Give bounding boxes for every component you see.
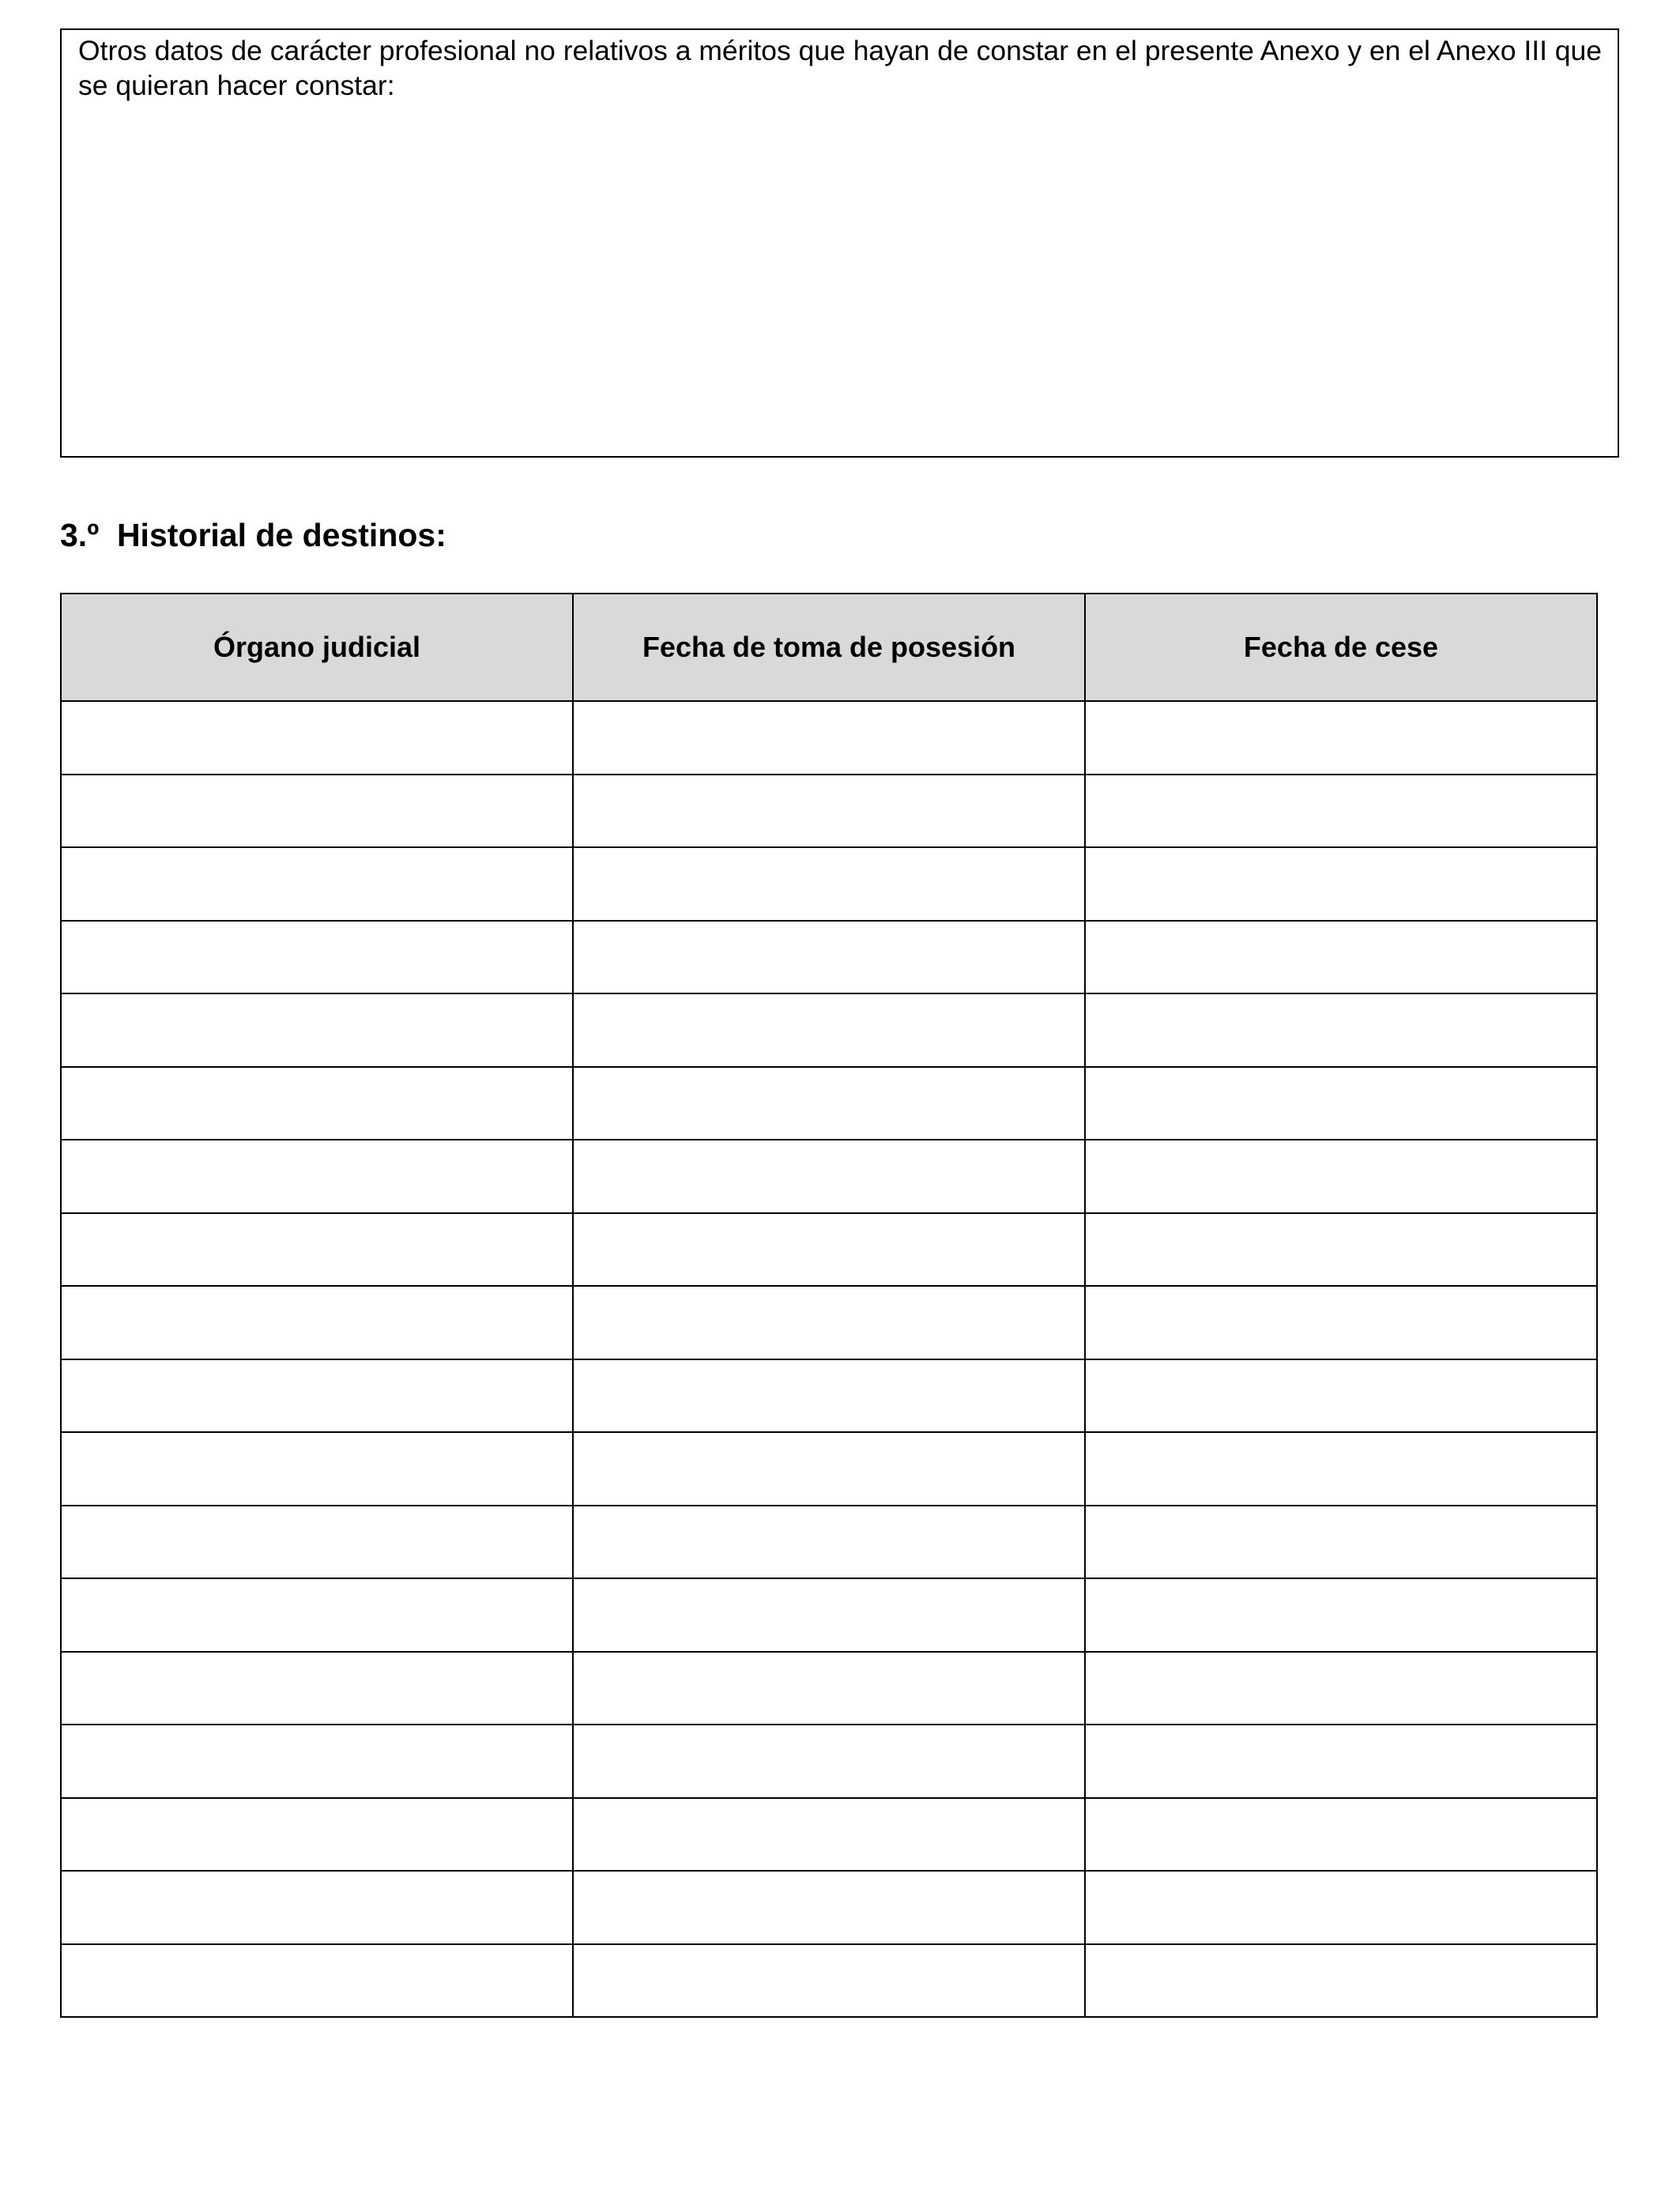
table-row	[61, 921, 1597, 994]
organo-judicial-cell[interactable]	[61, 701, 573, 775]
organo-judicial-cell[interactable]	[61, 1067, 573, 1140]
fecha-cese-cell[interactable]	[1085, 1140, 1597, 1213]
organo-judicial-cell[interactable]	[61, 921, 573, 994]
fecha-toma-posesion-cell[interactable]	[573, 1506, 1085, 1579]
table-row	[61, 1140, 1597, 1213]
table-row	[61, 1432, 1597, 1506]
fecha-cese-cell[interactable]	[1085, 1798, 1597, 1872]
table-row	[61, 1944, 1597, 2018]
fecha-cese-cell[interactable]	[1085, 1725, 1597, 1798]
fecha-cese-cell[interactable]	[1085, 775, 1597, 848]
fecha-toma-posesion-cell[interactable]	[573, 1213, 1085, 1287]
table-row	[61, 1798, 1597, 1872]
header-fecha-cese: Fecha de cese	[1085, 594, 1597, 701]
table-row	[61, 775, 1597, 848]
table-row	[61, 1652, 1597, 1725]
organo-judicial-cell[interactable]	[61, 1944, 573, 2018]
table-row	[61, 701, 1597, 775]
fecha-toma-posesion-cell[interactable]	[573, 1578, 1085, 1652]
fecha-toma-posesion-cell[interactable]	[573, 1286, 1085, 1359]
table-row	[61, 1725, 1597, 1798]
table-row	[61, 1067, 1597, 1140]
organo-judicial-cell[interactable]	[61, 1432, 573, 1506]
organo-judicial-cell[interactable]	[61, 847, 573, 921]
fecha-toma-posesion-cell[interactable]	[573, 701, 1085, 775]
table-row	[61, 1286, 1597, 1359]
fecha-cese-cell[interactable]	[1085, 1286, 1597, 1359]
posting-history-table	[60, 593, 1598, 2018]
fecha-cese-cell[interactable]	[1085, 1578, 1597, 1652]
fecha-cese-cell[interactable]	[1085, 847, 1597, 921]
organo-judicial-cell[interactable]	[61, 1506, 573, 1579]
fecha-toma-posesion-cell[interactable]	[573, 1067, 1085, 1140]
fecha-toma-posesion-cell[interactable]	[573, 1140, 1085, 1213]
fecha-toma-posesion-cell[interactable]	[573, 1798, 1085, 1872]
fecha-toma-posesion-cell[interactable]	[573, 1871, 1085, 1944]
table-row	[61, 1213, 1597, 1287]
table-header-row	[61, 594, 1597, 701]
organo-judicial-cell[interactable]	[61, 1140, 573, 1213]
fecha-cese-cell[interactable]	[1085, 701, 1597, 775]
table-row	[61, 1359, 1597, 1433]
fecha-cese-cell[interactable]	[1085, 1944, 1597, 2018]
organo-judicial-cell[interactable]	[61, 775, 573, 848]
header-organo-judicial: Órgano judicial	[61, 594, 573, 701]
fecha-toma-posesion-cell[interactable]	[573, 1725, 1085, 1798]
organo-judicial-cell[interactable]	[61, 1725, 573, 1798]
organo-judicial-cell[interactable]	[61, 1213, 573, 1287]
fecha-cese-cell[interactable]	[1085, 1506, 1597, 1579]
fecha-cese-cell[interactable]	[1085, 1067, 1597, 1140]
table-row	[61, 1506, 1597, 1579]
table-body	[61, 701, 1597, 2017]
fecha-cese-cell[interactable]	[1085, 1652, 1597, 1725]
other-professional-data-box[interactable]	[60, 28, 1619, 458]
organo-judicial-cell[interactable]	[61, 1286, 573, 1359]
other-professional-data-label: Otros datos de carácter profesional no relativos a méritos que hayan de constar en el presente Anexo y en el Anexo III que se quieran hacer constar:	[78, 35, 1603, 101]
header-fecha-toma-posesion: Fecha de toma de posesión	[573, 594, 1085, 701]
table-row	[61, 993, 1597, 1067]
table-row	[61, 1871, 1597, 1944]
organo-judicial-cell[interactable]	[61, 1871, 573, 1944]
fecha-cese-cell[interactable]	[1085, 1213, 1597, 1287]
organo-judicial-cell[interactable]	[61, 1798, 573, 1872]
organo-judicial-cell[interactable]	[61, 1652, 573, 1725]
fecha-toma-posesion-cell[interactable]	[573, 1652, 1085, 1725]
fecha-cese-cell[interactable]	[1085, 1871, 1597, 1944]
fecha-cese-cell[interactable]	[1085, 921, 1597, 994]
fecha-cese-cell[interactable]	[1085, 993, 1597, 1067]
fecha-toma-posesion-cell[interactable]	[573, 775, 1085, 848]
fecha-toma-posesion-cell[interactable]	[573, 1359, 1085, 1433]
fecha-toma-posesion-cell[interactable]	[573, 1432, 1085, 1506]
fecha-toma-posesion-cell[interactable]	[573, 921, 1085, 994]
fecha-toma-posesion-cell[interactable]	[573, 847, 1085, 921]
table-row	[61, 1578, 1597, 1652]
fecha-toma-posesion-cell[interactable]	[573, 1944, 1085, 2018]
organo-judicial-cell[interactable]	[61, 993, 573, 1067]
organo-judicial-cell[interactable]	[61, 1578, 573, 1652]
fecha-toma-posesion-cell[interactable]	[573, 993, 1085, 1067]
fecha-cese-cell[interactable]	[1085, 1432, 1597, 1506]
table-row	[61, 847, 1597, 921]
organo-judicial-cell[interactable]	[61, 1359, 573, 1433]
fecha-cese-cell[interactable]	[1085, 1359, 1597, 1433]
section-title: 3.º Historial de destinos:	[60, 517, 446, 553]
